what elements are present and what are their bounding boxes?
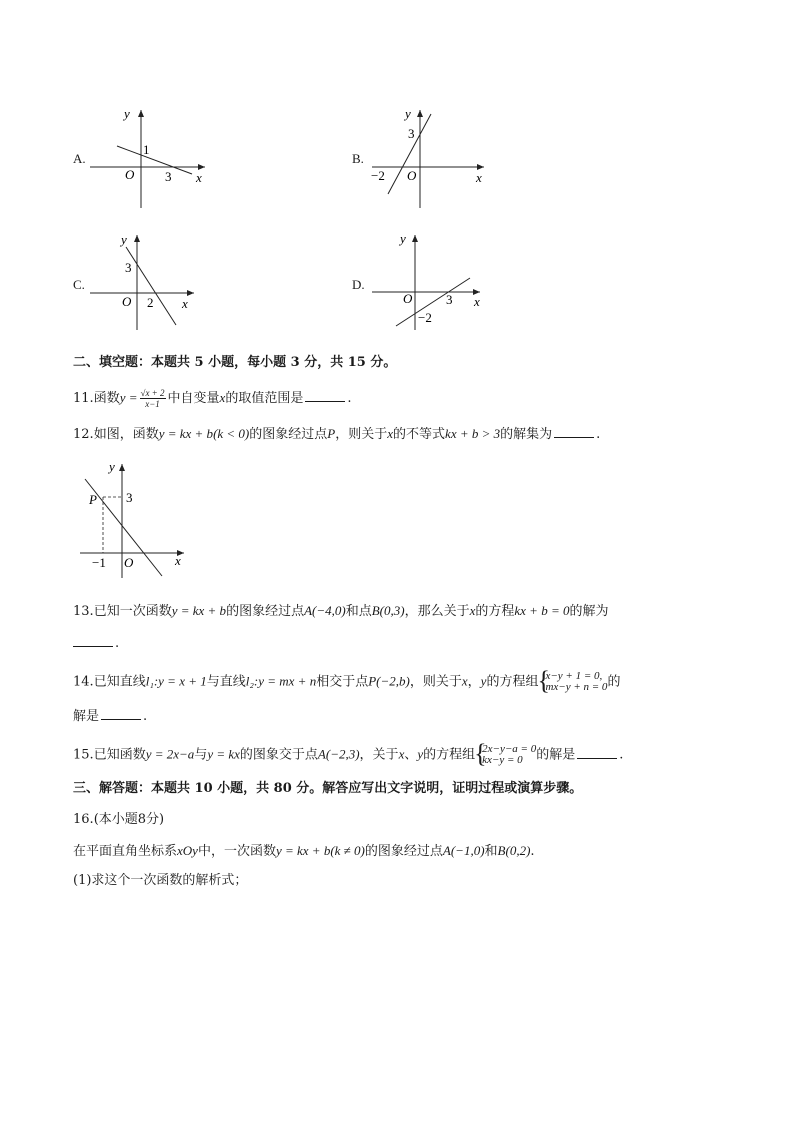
question-16-body: 在平面直角坐标系xOy中，一次函数y = kx + b(k ≠ 0)的图象经过点A(−1,0)和B(0,2).: [73, 843, 535, 859]
section-fill-blank-heading: 二、填空题：本题共 5 小题，每小题 3 分，共 15 分。: [73, 355, 397, 370]
a-origin: O: [125, 167, 135, 182]
q15-equation-system: { 2x−y−a = 0 kx−y = 0: [475, 744, 536, 766]
q12-x-label: x: [175, 553, 181, 568]
c-intercept-x: 2: [147, 295, 154, 310]
q12-value-minus1: −1: [92, 555, 106, 570]
option-b-label: B.: [352, 151, 364, 166]
q13-answer-blank: [73, 634, 113, 647]
question-13-cont: .: [73, 634, 119, 653]
q11-fraction: $\frac{√x + 2}{x-1}$: [140, 388, 165, 409]
question-14: 14.已知直线l₁:y = x + 1与直线l₂:y = mx + n相交于点P(−2,b)，则关于x，y的方程组 { x−y + 1 = 0, mx−y + n = 0 的: [73, 671, 620, 693]
question-15: 15.已知函数y = 2x−a与y = kx的图象交于点A(−2,3)，关于x、y的方程组 { 2x−y−a = 0 kx−y = 0 的解是 .: [73, 744, 623, 766]
d-y-label: y: [400, 231, 406, 246]
a-x-label: x: [196, 170, 202, 185]
q12-graph: [80, 460, 190, 580]
question-16-part1: (1)求这个一次函数的解析式；: [73, 873, 248, 888]
question-14-cont: 解是 .: [73, 709, 148, 724]
d-intercept-y: −2: [418, 310, 432, 325]
option-a-graph: [90, 104, 210, 214]
q13-number: 13.: [73, 604, 94, 619]
c-x-label: x: [182, 296, 188, 311]
c-intercept-y: 3: [125, 260, 132, 275]
q12-origin: O: [124, 555, 134, 570]
b-x-label: x: [476, 170, 482, 185]
a-intercept-y: 1: [143, 142, 150, 157]
b-origin: O: [407, 168, 417, 183]
d-origin: O: [403, 291, 413, 306]
c-origin: O: [122, 294, 132, 309]
q12-value-3: 3: [126, 490, 133, 505]
option-d-label: D.: [352, 277, 365, 292]
option-a-label: A.: [73, 151, 86, 166]
c-y-label: y: [121, 232, 127, 247]
d-intercept-x: 3: [446, 292, 453, 307]
q12-point-p: P: [89, 492, 97, 507]
question-13: 13.已知一次函数y = kx + b的图象经过点A(−4,0)和点B(0,3)，那么关于x的方程kx + b = 0的解为: [73, 603, 609, 619]
question-16-header: 16.(本小题8分): [73, 812, 165, 827]
q12-answer-blank: [554, 425, 594, 438]
q14-number: 14.: [73, 674, 94, 690]
q16-number: 16.: [73, 812, 94, 827]
a-intercept-x: 3: [165, 169, 172, 184]
q15-number: 15.: [73, 747, 94, 763]
option-b-graph: [368, 104, 488, 214]
q12-y-label: y: [109, 459, 115, 474]
option-c-label: C.: [73, 277, 85, 292]
b-intercept-y: 3: [408, 126, 415, 141]
q14-answer-blank: [101, 707, 141, 720]
a-y-label: y: [124, 106, 130, 121]
d-x-label: x: [474, 294, 480, 309]
q11-number: 11.: [73, 391, 94, 406]
option-c-graph: [90, 230, 200, 335]
question-12: 12.如图，函数y = kx + b(k < 0)的图象经过点P，则关于x的不等式kx + b > 3的解集为 .: [73, 426, 601, 442]
q14-equation-system: { x−y + 1 = 0, mx−y + n = 0: [538, 671, 607, 693]
section-solve-heading: 三、解答题：本题共 10 小题，共 80 分。解答应写出文字说明，证明过程或演算步骤。: [73, 781, 583, 796]
question-11: 11.函数y = $\frac{√x + 2}{x-1}$ 中自变量x的取值范围是 .: [73, 388, 352, 409]
q11-answer-blank: [305, 389, 345, 402]
q15-answer-blank: [577, 746, 617, 759]
option-d-graph: [368, 230, 488, 335]
q12-number: 12.: [73, 427, 94, 442]
b-y-label: y: [405, 106, 411, 121]
b-intercept-x: −2: [371, 168, 385, 183]
